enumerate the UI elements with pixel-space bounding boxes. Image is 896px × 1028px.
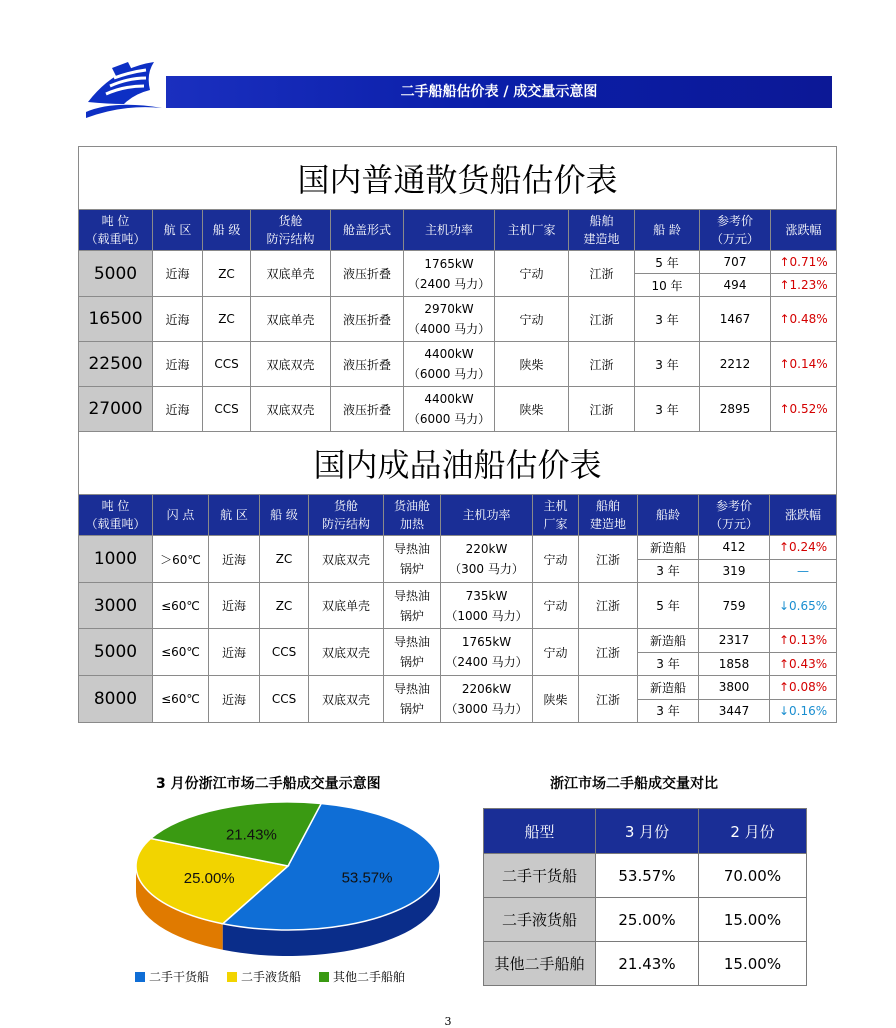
column-header: 船龄: [638, 495, 699, 536]
transaction-pie-chart: [128, 798, 448, 958]
cell-hatch: 液压折叠: [331, 387, 404, 432]
legend-label: 二手干货船: [149, 970, 210, 984]
table-row: [79, 251, 837, 274]
table-row: [79, 297, 837, 342]
column-header: 船 龄: [635, 210, 700, 251]
cell-age: 10 年: [635, 274, 700, 297]
column-header: 涨跌幅: [770, 495, 837, 536]
column-header: 船舶 建造地: [569, 210, 635, 251]
cell-age: 5 年: [638, 583, 699, 629]
column-header: 航 区: [153, 210, 203, 251]
column-header: 货舱 防污结构: [251, 210, 331, 251]
column-header: 闪 点: [153, 495, 209, 536]
cell-power: 2206kW （3000 马力）: [441, 676, 533, 723]
legend-swatch: [135, 972, 145, 982]
cell-price: 3447: [699, 699, 770, 723]
cell-price: 3800: [699, 676, 770, 700]
cell-age: 新造船: [638, 536, 699, 560]
cell-change: ↑1.23%: [771, 274, 837, 297]
table-row: [79, 387, 837, 432]
legend-item: [135, 968, 209, 985]
cell-ship-type: 二手液货船: [484, 898, 596, 942]
cell-february: 15.00%: [699, 942, 807, 986]
cell-change: ↑0.24%: [770, 536, 837, 560]
column-header: 主机厂家: [495, 210, 569, 251]
cell-ship-type: 其他二手船舶: [484, 942, 596, 986]
cell-hold: 双底双壳: [309, 629, 384, 676]
cell-age: 3 年: [635, 387, 700, 432]
comparison-title: 浙江市场二手船成交量对比: [550, 776, 718, 792]
cell-change: ↑0.08%: [770, 676, 837, 700]
column-header: 主机功率: [404, 210, 495, 251]
cell-maker: 宁动: [533, 629, 579, 676]
column-header: 吨 位 （载重吨）: [79, 495, 153, 536]
cell-flash: ≤60℃: [153, 676, 209, 723]
column-header: 货舱 防污结构: [309, 495, 384, 536]
table-row: [79, 676, 837, 700]
table-row: [79, 536, 837, 560]
cell-tonnage: 3000: [79, 583, 153, 629]
column-header: 船 级: [260, 495, 309, 536]
cell-price: 2317: [699, 629, 770, 653]
cell-change: ↑0.13%: [770, 629, 837, 653]
cell-tonnage: 8000: [79, 676, 153, 723]
cell-built: 江浙: [579, 629, 638, 676]
cell-age: 3 年: [638, 652, 699, 676]
cell-class: ZC: [260, 536, 309, 583]
cell-area: 近海: [153, 387, 203, 432]
column-header: 货油舱 加热: [384, 495, 441, 536]
cell-price: 412: [699, 536, 770, 560]
header-march: 3 月份: [596, 809, 699, 854]
cell-price: 319: [699, 559, 770, 583]
bulk-carrier-estimate-table: [78, 146, 837, 432]
cell-change: ↑0.71%: [771, 251, 837, 274]
cell-power: 1765kW （2400 马力）: [404, 251, 495, 297]
product-tanker-estimate-table: [78, 431, 837, 723]
cell-price: 1858: [699, 652, 770, 676]
cell-price: 707: [700, 251, 771, 274]
cell-power: 220kW （300 马力）: [441, 536, 533, 583]
ship-logo-icon: [84, 60, 164, 122]
cell-february: 15.00%: [699, 898, 807, 942]
table-title: 国内普通散货船估价表: [79, 147, 837, 210]
cell-maker: 陕柴: [533, 676, 579, 723]
legend-swatch: [227, 972, 237, 982]
header-february: 2 月份: [699, 809, 807, 854]
cell-power: 1765kW （2400 马力）: [441, 629, 533, 676]
cell-february: 70.00%: [699, 854, 807, 898]
cell-heating: 导热油 锅炉: [384, 536, 441, 583]
cell-march: 53.57%: [596, 854, 699, 898]
legend-label: 其他二手船舶: [333, 970, 406, 984]
page-number: 3: [444, 1015, 452, 1028]
cell-maker: 宁动: [533, 583, 579, 629]
column-header: 主机功率: [441, 495, 533, 536]
cell-power: 735kW （1000 马力）: [441, 583, 533, 629]
cell-ship-type: 二手干货船: [484, 854, 596, 898]
cell-age: 5 年: [635, 251, 700, 274]
cell-heating: 导热油 锅炉: [384, 583, 441, 629]
cell-class: CCS: [203, 387, 251, 432]
table-row: [79, 342, 837, 387]
cell-maker: 陕柴: [495, 387, 569, 432]
cell-maker: 宁动: [495, 297, 569, 342]
cell-maker: 陕柴: [495, 342, 569, 387]
cell-built: 江浙: [569, 387, 635, 432]
legend-swatch: [319, 972, 329, 982]
cell-built: 江浙: [579, 536, 638, 583]
cell-price: 759: [699, 583, 770, 629]
cell-flash: ≤60℃: [153, 583, 209, 629]
page-header-title: 二手船船估价表 / 成交量示意图: [166, 76, 832, 108]
cell-change: ↑0.48%: [771, 297, 837, 342]
column-header: 参考价 （万元）: [700, 210, 771, 251]
pie-data-label: 53.57%: [341, 869, 393, 887]
cell-march: 25.00%: [596, 898, 699, 942]
cell-change: —: [770, 559, 837, 583]
cell-built: 江浙: [569, 251, 635, 297]
cell-power: 2970kW （4000 马力）: [404, 297, 495, 342]
cell-built: 江浙: [569, 297, 635, 342]
cell-power: 4400kW （6000 马力）: [404, 387, 495, 432]
cell-power: 4400kW （6000 马力）: [404, 342, 495, 387]
cell-age: 3 年: [638, 559, 699, 583]
cell-age: 新造船: [638, 629, 699, 653]
cell-built: 江浙: [569, 342, 635, 387]
cell-march: 21.43%: [596, 942, 699, 986]
cell-hold: 双底单壳: [251, 297, 331, 342]
cell-area: 近海: [153, 297, 203, 342]
column-header: 涨跌幅: [771, 210, 837, 251]
cell-class: ZC: [260, 583, 309, 629]
cell-built: 江浙: [579, 583, 638, 629]
cell-tonnage: 16500: [79, 297, 153, 342]
table-row: [484, 854, 807, 898]
cell-flash: ＞60℃: [153, 536, 209, 583]
cell-price: 1467: [700, 297, 771, 342]
header-ship-type: 船型: [484, 809, 596, 854]
cell-hold: 双底单壳: [251, 251, 331, 297]
pie-data-label: 25.00%: [183, 869, 235, 887]
cell-tonnage: 22500: [79, 342, 153, 387]
cell-area: 近海: [153, 251, 203, 297]
table-row: [484, 942, 807, 986]
cell-area: 近海: [209, 629, 260, 676]
cell-price: 2895: [700, 387, 771, 432]
cell-area: 近海: [209, 676, 260, 723]
cell-change: ↑0.43%: [770, 652, 837, 676]
cell-area: 近海: [153, 342, 203, 387]
cell-class: CCS: [260, 629, 309, 676]
cell-hold: 双底双壳: [309, 676, 384, 723]
cell-maker: 宁动: [495, 251, 569, 297]
cell-age: 新造船: [638, 676, 699, 700]
cell-heating: 导热油 锅炉: [384, 629, 441, 676]
cell-price: 494: [700, 274, 771, 297]
cell-maker: 宁动: [533, 536, 579, 583]
cell-hatch: 液压折叠: [331, 342, 404, 387]
pie-legend: [135, 968, 405, 985]
column-header: 舱盖形式: [331, 210, 404, 251]
pie-data-label: 21.43%: [225, 826, 277, 844]
cell-class: CCS: [260, 676, 309, 723]
cell-hatch: 液压折叠: [331, 297, 404, 342]
cell-tonnage: 1000: [79, 536, 153, 583]
legend-item: [227, 968, 301, 985]
column-header: 航 区: [209, 495, 260, 536]
table-row: [79, 629, 837, 653]
table-title: 国内成品油船估价表: [79, 432, 837, 495]
comparison-table: [483, 808, 807, 986]
cell-hatch: 液压折叠: [331, 251, 404, 297]
cell-flash: ≤60℃: [153, 629, 209, 676]
cell-class: ZC: [203, 251, 251, 297]
cell-change: ↓0.65%: [770, 583, 837, 629]
cell-hold: 双底双壳: [251, 342, 331, 387]
cell-heating: 导热油 锅炉: [384, 676, 441, 723]
column-header: 船舶 建造地: [579, 495, 638, 536]
cell-tonnage: 27000: [79, 387, 153, 432]
cell-built: 江浙: [579, 676, 638, 723]
cell-age: 3 年: [635, 297, 700, 342]
cell-class: ZC: [203, 297, 251, 342]
cell-hold: 双底双壳: [251, 387, 331, 432]
cell-change: ↓0.16%: [770, 699, 837, 723]
cell-age: 3 年: [635, 342, 700, 387]
cell-tonnage: 5000: [79, 629, 153, 676]
cell-hold: 双底单壳: [309, 583, 384, 629]
cell-area: 近海: [209, 536, 260, 583]
cell-change: ↑0.14%: [771, 342, 837, 387]
legend-label: 二手液货船: [241, 970, 302, 984]
legend-item: [319, 968, 405, 985]
table-row: [79, 583, 837, 629]
cell-tonnage: 5000: [79, 251, 153, 297]
cell-price: 2212: [700, 342, 771, 387]
column-header: 船 级: [203, 210, 251, 251]
cell-hold: 双底双壳: [309, 536, 384, 583]
column-header: 参考价 （万元）: [699, 495, 770, 536]
column-header: 吨 位 （载重吨）: [79, 210, 153, 251]
column-header: 主机 厂家: [533, 495, 579, 536]
cell-class: CCS: [203, 342, 251, 387]
cell-change: ↑0.52%: [771, 387, 837, 432]
table-row: [484, 898, 807, 942]
cell-area: 近海: [209, 583, 260, 629]
pie-chart-title: 3 月份浙江市场二手船成交量示意图: [156, 776, 381, 792]
cell-age: 3 年: [638, 699, 699, 723]
